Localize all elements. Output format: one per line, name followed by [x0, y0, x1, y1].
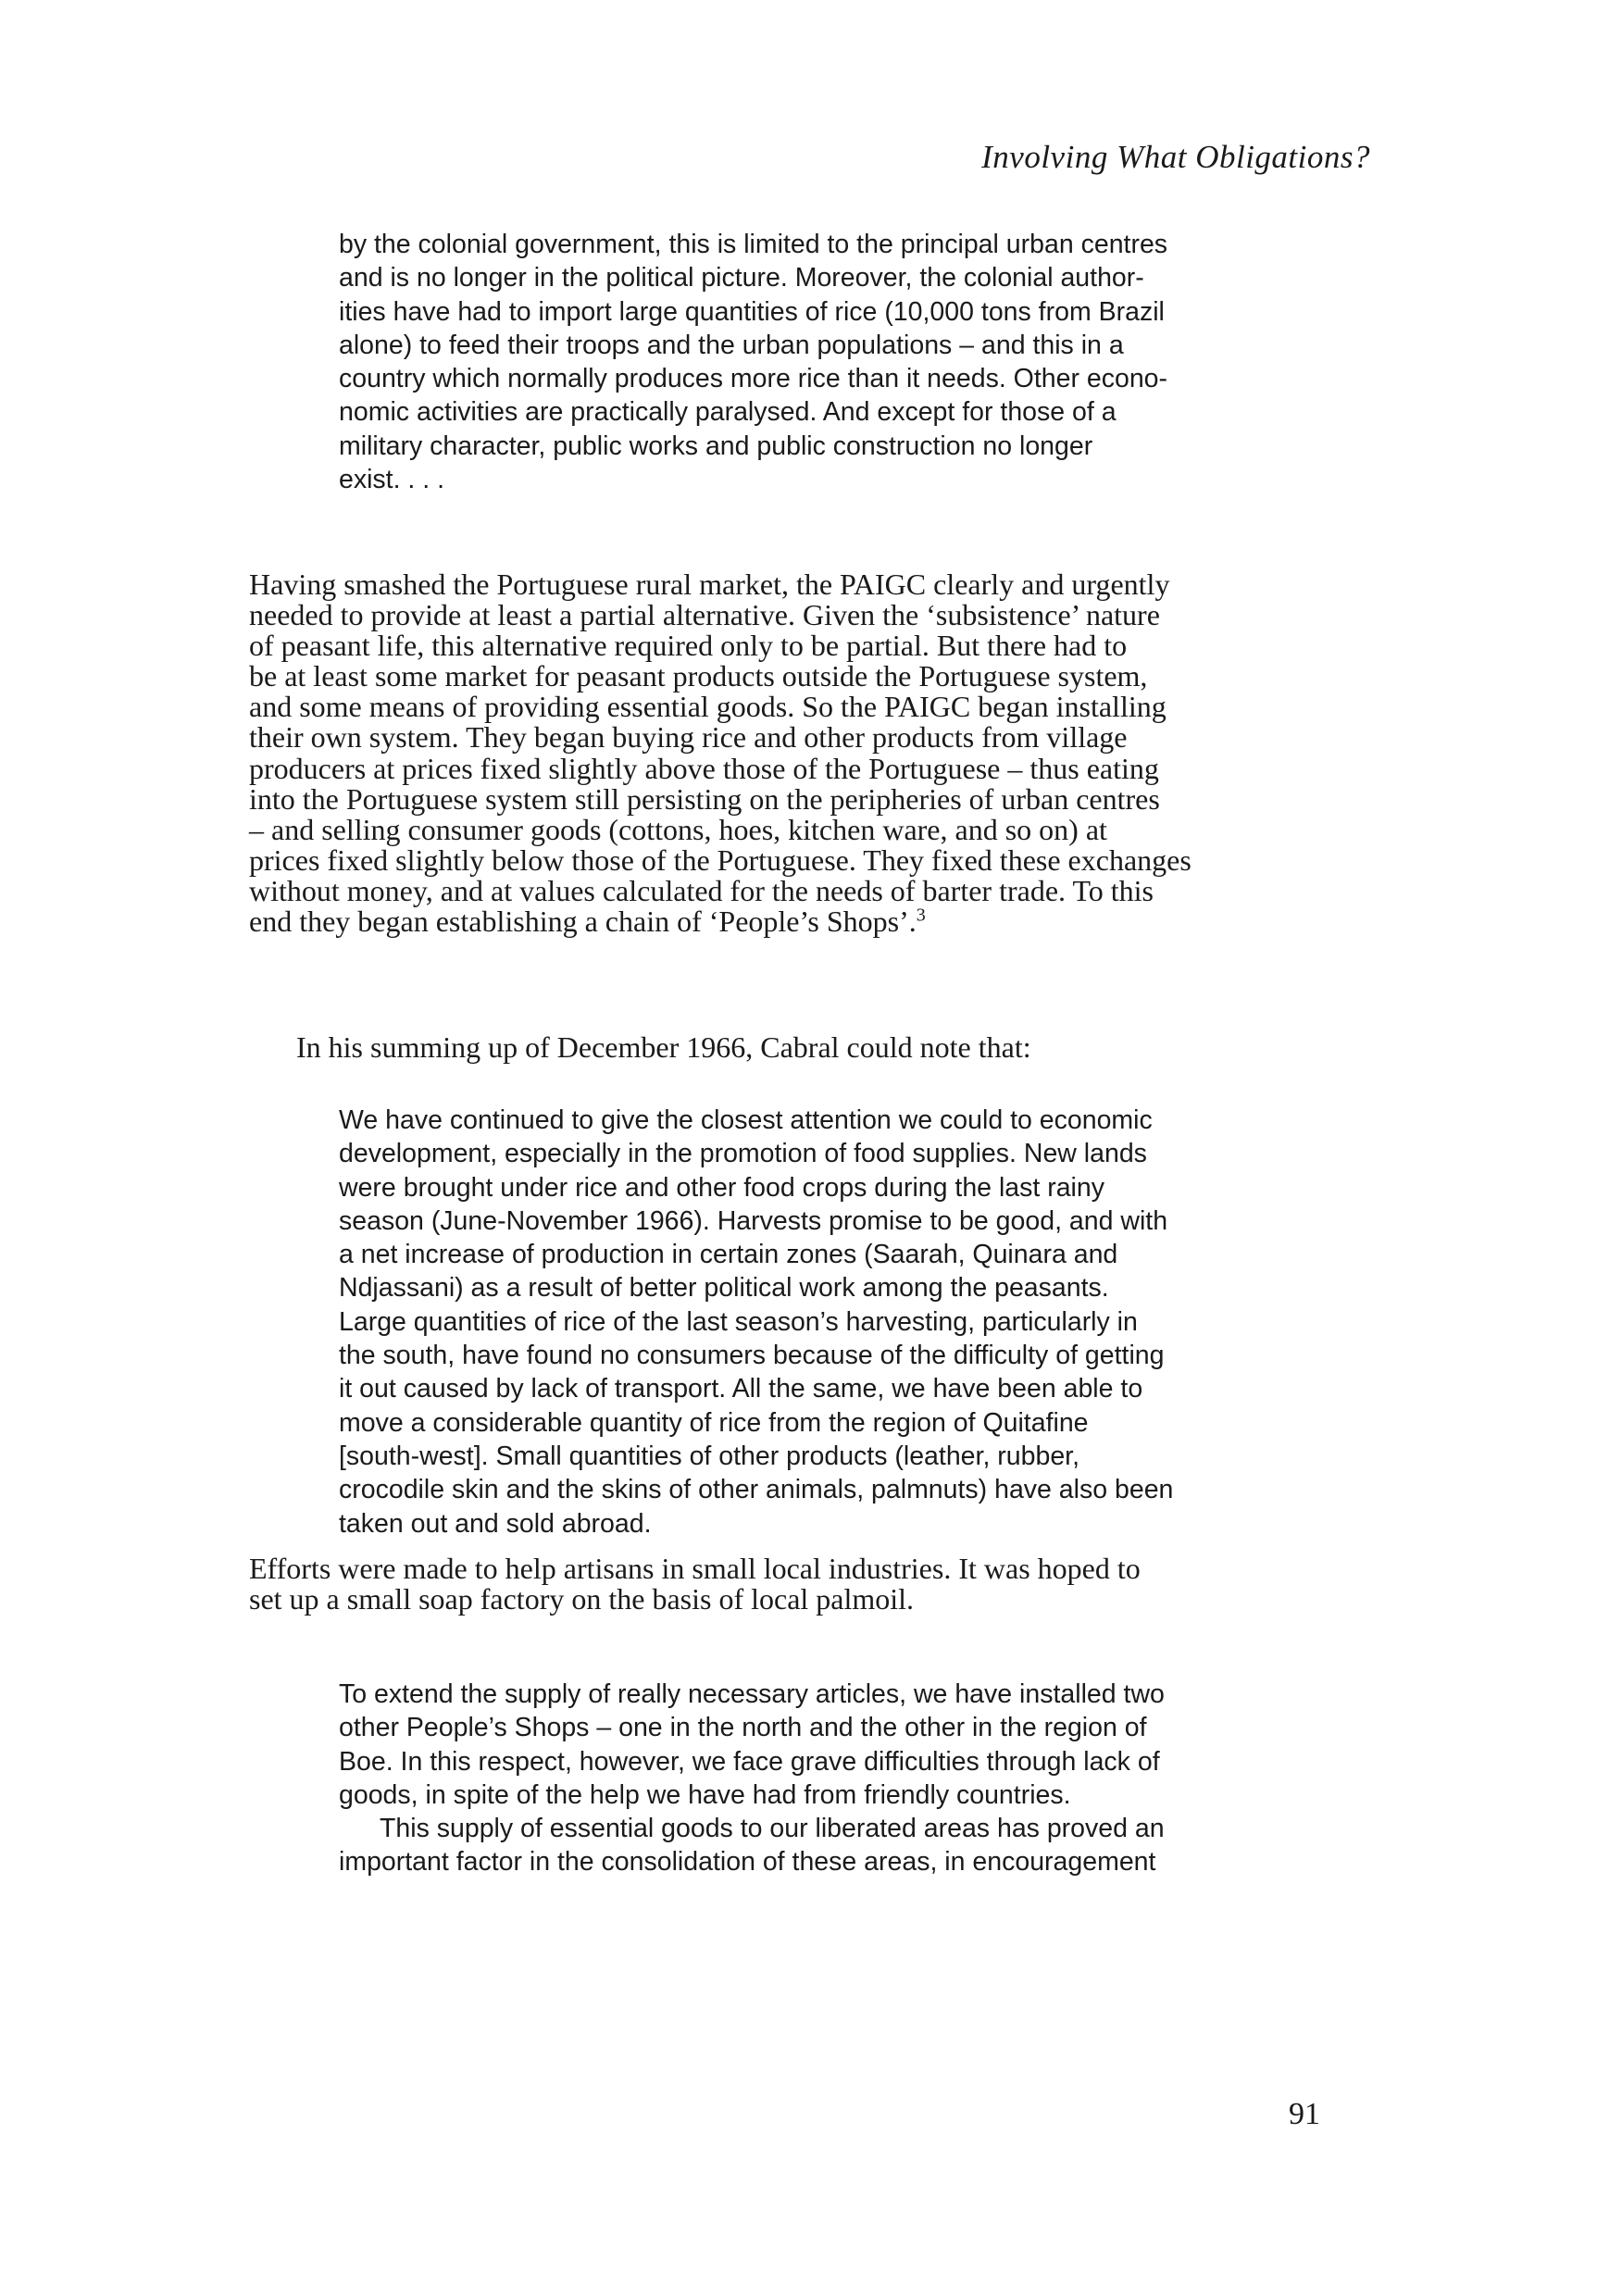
quote-line: We have continued to give the closest attention we could to economic — [339, 1105, 1153, 1135]
paragraph-line: In his summing up of December 1966, Cabral could note that: — [296, 1030, 1031, 1064]
quote-line: Large quantities of rice of the last season’s harvesting, particularly in — [339, 1306, 1138, 1337]
paragraph-line: of peasant life, this alternative required only to be partial. But there had to — [249, 629, 1128, 663]
paragraph-line: into the Portuguese system still persisting on the peripheries of urban centres — [249, 781, 1160, 816]
quote-line: crocodile skin and the skins of other animals, palmnuts) have also been — [339, 1475, 1174, 1505]
block-quote-1 — [339, 228, 1167, 496]
quote-line: exist. . . . — [339, 465, 445, 495]
quote-line: it out caused by lack of transport. All the same, we have been able to — [339, 1374, 1143, 1404]
quote-line: country which normally produces more rice than it needs. Other econo- — [339, 364, 1168, 394]
paragraph-2 — [249, 1554, 1141, 1615]
quote-line: development, especially in the promotion of food supplies. New lands — [339, 1139, 1147, 1169]
quote-line: [south-west]. Small quantities of other products (leather, rubber, — [339, 1441, 1080, 1471]
paragraph-line: prices fixed slightly below those of the Portuguese. They fixed these exchanges — [249, 842, 1192, 877]
paragraph-line: Efforts were made to help artisans in small local industries. It was hoped to — [249, 1552, 1141, 1585]
page-number: 91 — [1289, 2097, 1320, 2131]
paragraph-line-with-footnote — [249, 906, 1192, 937]
quote-line: Boe. In this respect, however, we face grave difficulties through lack of — [339, 1746, 1160, 1777]
paragraph-line: be at least some market for peasant products outside the Portuguese system, — [249, 659, 1148, 693]
quote-line: nomic activities are practically paralysed. And except for those of a — [339, 397, 1117, 428]
paragraph-line: set up a small soap factory on the basis of local palmoil. — [249, 1582, 915, 1616]
paragraph-line: their own system. They began buying rice and other products from village — [249, 720, 1128, 755]
paragraph-line: Having smashed the Portuguese rural market, the PAIGC clearly and urgently — [249, 568, 1170, 601]
quote-line: by the colonial government, this is limited to the principal urban centres — [339, 230, 1168, 259]
paragraph-line: – and selling consumer goods (cottons, hoes, kitchen ware, and so on) at — [249, 812, 1107, 846]
quote-line: a net increase of production in certain zones (Saarah, Quinara and — [339, 1240, 1118, 1270]
quote-line: Ndjassani) as a result of better political work among the peasants. — [339, 1273, 1109, 1304]
quote-line: alone) to feed their troops and the urban populations – and this in a — [339, 330, 1124, 360]
paragraph-1b — [296, 1032, 1031, 1063]
block-quote-2 — [339, 1104, 1173, 1541]
block-quote-3-continued — [339, 1812, 1165, 1879]
quote-line: the south, have found no consumers because of the difficulty of getting — [339, 1341, 1165, 1371]
footnote-marker: 3 — [916, 905, 926, 926]
quote-line: season (June-November 1966). Harvests promise to be good, and with — [339, 1205, 1168, 1236]
paragraph-line-text: end they began establishing a chain of ‘People’s Shops’. — [249, 905, 917, 939]
quote-line: were brought under rice and other food crops during the last rainy — [339, 1172, 1104, 1203]
quote-line: important factor in the consolidation of these areas, in encouragement — [339, 1847, 1156, 1878]
quote-line: goods, in spite of the help we have had from friendly countries. — [339, 1779, 1071, 1810]
paragraph-line: producers at prices fixed slightly above those of the Portuguese – thus eating — [249, 751, 1159, 785]
running-head: Involving What Obligations? — [981, 139, 1370, 175]
quote-line: other People’s Shops – one in the north and the other in the region of — [339, 1713, 1147, 1743]
quote-line: ities have had to import large quantities of rice (10,000 tons from Brazil — [339, 296, 1165, 327]
quote-line: and is no longer in the political picture. Moreover, the colonial author- — [339, 263, 1144, 293]
quote-line: This supply of essential goods to our liberated areas has proved an — [380, 1814, 1165, 1843]
paragraph-1 — [249, 569, 1192, 937]
block-quote-3 — [339, 1678, 1165, 1812]
quote-line: move a considerable quantity of rice from the region of Quitafine — [339, 1407, 1089, 1438]
quote-line: military character, public works and public construction no longer — [339, 430, 1093, 461]
quote-line: taken out and sold abroad. — [339, 1508, 652, 1539]
paragraph-line: and some means of providing essential goods. So the PAIGC began installing — [249, 690, 1167, 724]
paragraph-line: needed to provide at least a partial alternative. Given the ‘subsistence’ nature — [249, 598, 1160, 632]
quote-line: To extend the supply of really necessary articles, we have installed two — [339, 1679, 1165, 1709]
paragraph-line: without money, and at values calculated for the needs of barter trade. To this — [249, 873, 1154, 907]
